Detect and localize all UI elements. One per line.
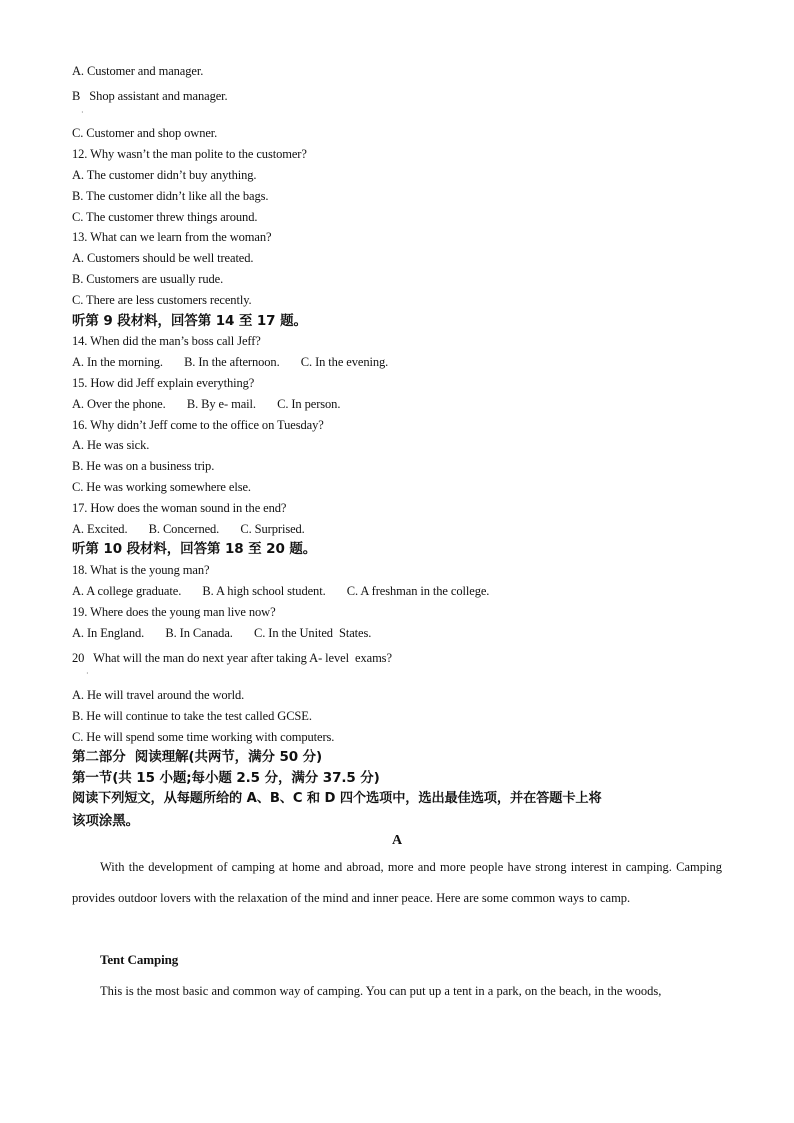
option-line: C. He will spend some time working with computers. (72, 730, 335, 744)
question-17: 17. How does the woman sound in the end? (72, 501, 287, 515)
option-line: A. He was sick. (72, 438, 150, 452)
section-heading: 第一节(共 15 小题;每小题 2.5 分，满分 37.5 分) (72, 770, 380, 786)
question-16: 16. Why didn’t Jeff come to the office on Tuesday? (72, 418, 324, 432)
option-line: C. He was working somewhere else. (72, 480, 251, 494)
instruction-line: 阅读下列短文，从每题所给的 A、B、C 和 D 四个选项中，选出最佳选项，并在答题卡上将 (72, 791, 602, 806)
option-line: B. The customer didn’t like all the bags. (72, 189, 269, 203)
dot-mark: · (86, 669, 89, 678)
option-line: A. Customers should be well treated. (72, 251, 254, 265)
question-19: 19. Where does the young man live now? (72, 605, 276, 619)
option-line: A. A college graduate. B. A high school student. C. A freshman in the college. (72, 584, 490, 598)
option-line: C. Customer and shop owner. (72, 126, 218, 140)
question-18: 18. What is the young man? (72, 563, 210, 577)
question-12: 12. Why wasn’t the man polite to the customer? (72, 147, 307, 161)
option-line: B Shop assistant and manager. (72, 89, 228, 103)
option-line: A. Excited. B. Concerned. C. Surprised. (72, 522, 305, 536)
question-14: 14. When did the man’s boss call Jeff? (72, 334, 261, 348)
part-heading: 第二部分 阅读理解(共两节，满分 50 分) (72, 749, 323, 765)
option-line: A. In England. B. In Canada. C. In the United States. (72, 626, 372, 640)
option-line: B. He was on a business trip. (72, 459, 215, 473)
passage-heading: A (391, 833, 402, 848)
section-heading-9: 听第 9 段材料，回答第 14 至 17 题。 (72, 313, 307, 329)
option-line: C. The customer threw things around. (72, 210, 258, 224)
section-heading-10: 听第 10 段材料，回答第 18 至 20 题。 (72, 541, 317, 557)
option-line: A. He will travel around the world. (72, 688, 245, 702)
instruction-line: 该项涂黑。 (72, 813, 139, 829)
question-13: 13. What can we learn from the woman? (72, 230, 272, 244)
option-line: A. Customer and manager. (72, 64, 204, 78)
option-line: A. Over the phone. B. By e- mail. C. In person. (72, 397, 341, 411)
passage-subheading: Tent Camping (100, 952, 179, 967)
option-line: A. The customer didn’t buy anything. (72, 168, 257, 182)
option-line: B. He will continue to take the test called GCSE. (72, 709, 312, 723)
option-line: B. Customers are usually rude. (72, 272, 224, 286)
dot-mark: · (81, 108, 84, 117)
option-line: A. In the morning. B. In the afternoon. C. In the evening. (72, 355, 389, 369)
option-line: C. There are less customers recently. (72, 293, 252, 307)
passage-paragraph: With the development of camping at home and abroad, more and more people have strong interest in camping. Camping provides outdoor lovers with the relaxation of the mind and inner peace. Here are some common ways to camp. (72, 860, 722, 905)
question-20: 20 What will the man do next year after taking A- level exams? (72, 651, 392, 665)
question-15: 15. How did Jeff explain everything? (72, 376, 255, 390)
passage-paragraph: This is the most basic and common way of camping. You can put up a tent in a park, on the beach, in the woods, (100, 984, 662, 998)
